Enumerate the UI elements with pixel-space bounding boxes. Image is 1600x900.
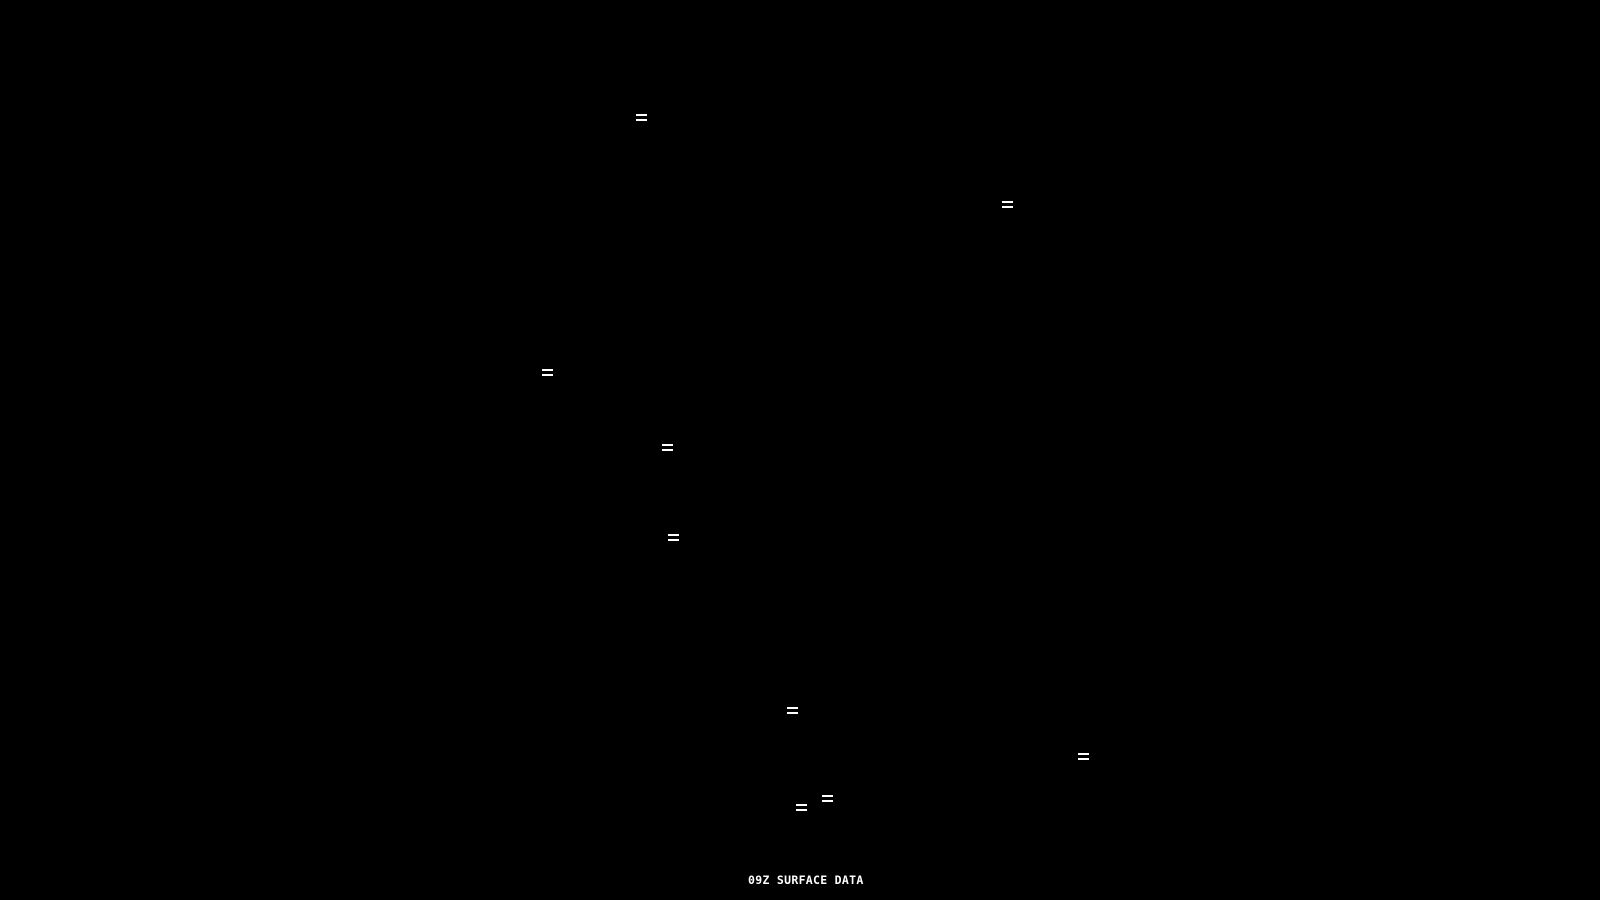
fog-icon [787,707,798,714]
fog-icon [1002,201,1013,208]
fog-icon [822,795,833,802]
fog-icon [662,444,673,451]
fog-icon [668,534,679,541]
plot-title: 09Z SURFACE DATA [748,873,864,887]
fog-icon [542,369,553,376]
fog-icon [1078,753,1089,760]
fog-icon [636,114,647,121]
fog-icon [796,804,807,811]
